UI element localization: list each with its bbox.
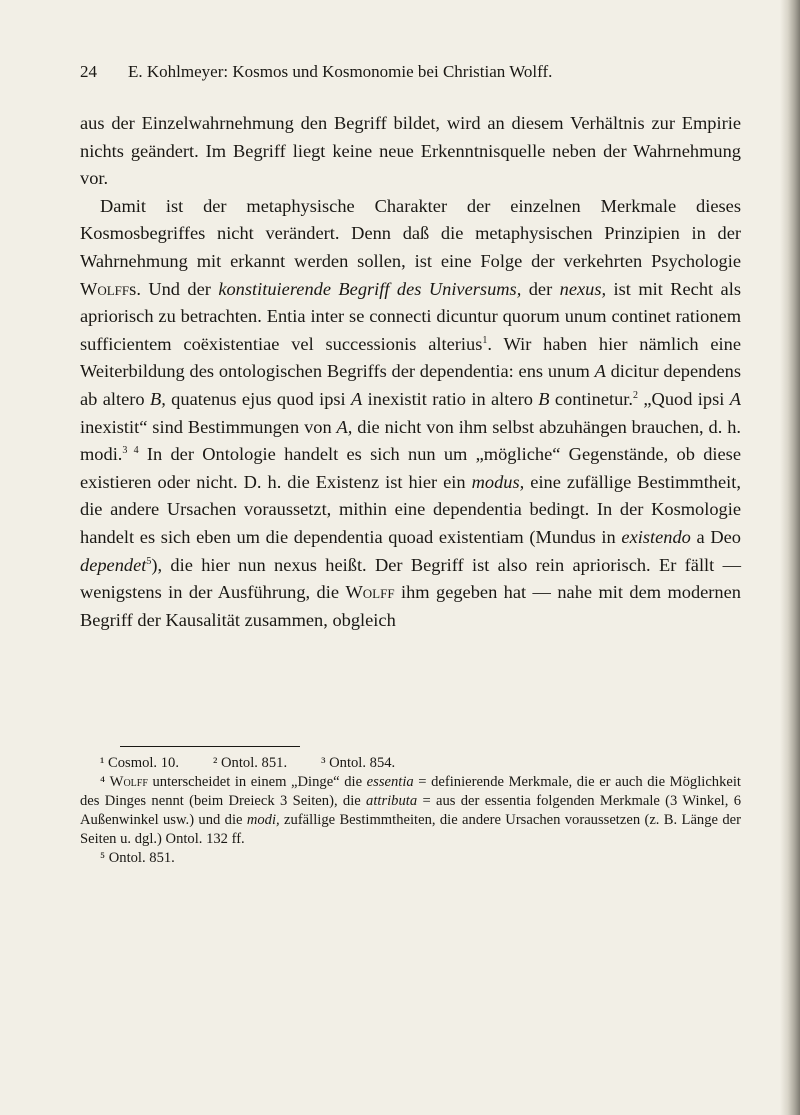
page-edge-shadow — [780, 0, 800, 1115]
italic-term: modi, — [246, 811, 280, 828]
text-run: s. Und der — [129, 278, 219, 299]
footnote-ref: 5 — [146, 555, 152, 567]
text-run: inexistit“ sind Bestimmungen von — [80, 416, 337, 437]
text-run: ist mit Recht als apriorisch zu betrachten. Entia inter se connecti dicuntur quorum unum continet rationem sufficientem coëxistentiae vel successionis alterius — [80, 278, 741, 354]
footnote-5: ⁵ Ontol. 851. — [100, 849, 175, 866]
page-header — [80, 62, 740, 86]
running-head: E. Kohlmeyer: Kosmos und Kosmonomie bei Christian Wolff. — [128, 62, 553, 81]
italic-term: dependet — [80, 554, 147, 575]
text-run: quatenus ejus quod ipsi — [165, 388, 352, 409]
italic-variable: A — [594, 361, 606, 382]
footnote-4 — [80, 773, 741, 849]
italic-variable: A, — [336, 416, 353, 437]
italic-term: modus, — [471, 471, 525, 492]
footnote-ref: 3 4 — [122, 445, 139, 457]
text-run: eine zufällige Bestimmtheit, die andere Ursachen voraussetzt, mithin eine dependentia bedingt. In der Kosmologie handelt es sich eben um die dependentia quoad existentiam (Mundus in — [80, 471, 741, 547]
text-run: dicitur dependens ab altero — [80, 361, 742, 409]
text-run: Damit ist der metaphysische Charakter der einzelnen Merkmale dieses Kosmosbegriffes nicht verändert. Denn daß die metaphysischen Prinzipien in der Wahrnehmung mit erkannt werden sollen, ist eine Folge der verkehrten Psychologie — [80, 195, 741, 271]
text-run: unterscheidet in einem „Dinge“ die — [147, 773, 367, 790]
text-run: inexistit ratio in altero — [362, 388, 539, 409]
text-run: . Wir haben hier nämlich eine Weiterbildung des ontologischen Begriffs der dependentia: ens unum — [80, 333, 741, 382]
italic-term: konstituierende Begriff des Universums, — [218, 278, 522, 299]
italic-term: attributa — [366, 792, 418, 809]
footnote-3: ³ Ontol. 854. — [321, 755, 396, 771]
footnote-row — [80, 754, 741, 773]
footnote-2: ² Ontol. 851. — [212, 755, 288, 771]
text-run: aus der Einzelwahrnehmung den Begriff bildet, wird an diesem Verhältnis zur Empirie nichts geändert. Im Begriff liegt keine neue Erkenntnisquelle neben der Wahrnehmung vor. — [80, 113, 741, 189]
main-text — [80, 110, 741, 634]
text-run: die nicht von ihm selbst abzuhängen brauchen, d. h. modi. — [80, 416, 741, 465]
footnote-1: ¹ Cosmol. 10. — [100, 755, 179, 771]
text-run: „Quod ipsi — [638, 388, 730, 409]
italic-variable: A — [351, 388, 363, 409]
italic-term: existendo — [621, 526, 691, 547]
author-name: Wolff — [109, 773, 148, 790]
author-name: Wolff — [80, 278, 130, 299]
page-number: 24 — [80, 62, 97, 81]
footnote-marker: ⁴ — [100, 773, 110, 790]
text-run: der — [521, 278, 560, 299]
italic-term: essentia — [366, 773, 414, 790]
text-run: In der Ontologie handelt es sich nun um „mögliche“ Gegenstände, ob diese existieren oder nicht. D. h. die Existenz ist hier ein — [80, 444, 742, 492]
text-run: a Deo — [690, 526, 741, 547]
paragraph — [80, 193, 741, 635]
footnotes — [80, 754, 741, 867]
text-run: ), die hier nun nexus heißt. Der Begriff ist also rein apriorisch. Er fällt — wenigstens in der Ausführung, die — [80, 554, 741, 603]
text-run: = definierende Merkmale, die er auch die Möglichkeit des Dinges nennt (beim Dreieck 3 Seiten), die — [80, 773, 741, 809]
text-run: continetur. — [549, 388, 634, 409]
italic-variable: A — [729, 388, 741, 409]
text-run: zufällige Bestimmtheiten, die andere Ursachen voraussetzen (z. B. Länge der Seiten u. dgl.) Ontol. 132 ff. — [80, 811, 741, 847]
italic-variable: B — [538, 388, 550, 409]
author-name: Wolff — [345, 582, 395, 603]
italic-variable: B, — [149, 388, 166, 409]
text-run: = aus der essentia folgenden Merkmale (3 Winkel, 6 Außenwinkel usw.) und die — [80, 792, 741, 828]
italic-term: nexus, — [559, 278, 607, 299]
text-run: ihm gegeben hat — nahe mit dem modernen Begriff der Kausalität zusammen, obgleich — [80, 582, 741, 630]
footnote-ref: 1 — [482, 334, 488, 346]
paragraph — [80, 110, 741, 193]
footnote-divider — [120, 746, 300, 747]
footnote-ref: 2 — [633, 389, 639, 401]
